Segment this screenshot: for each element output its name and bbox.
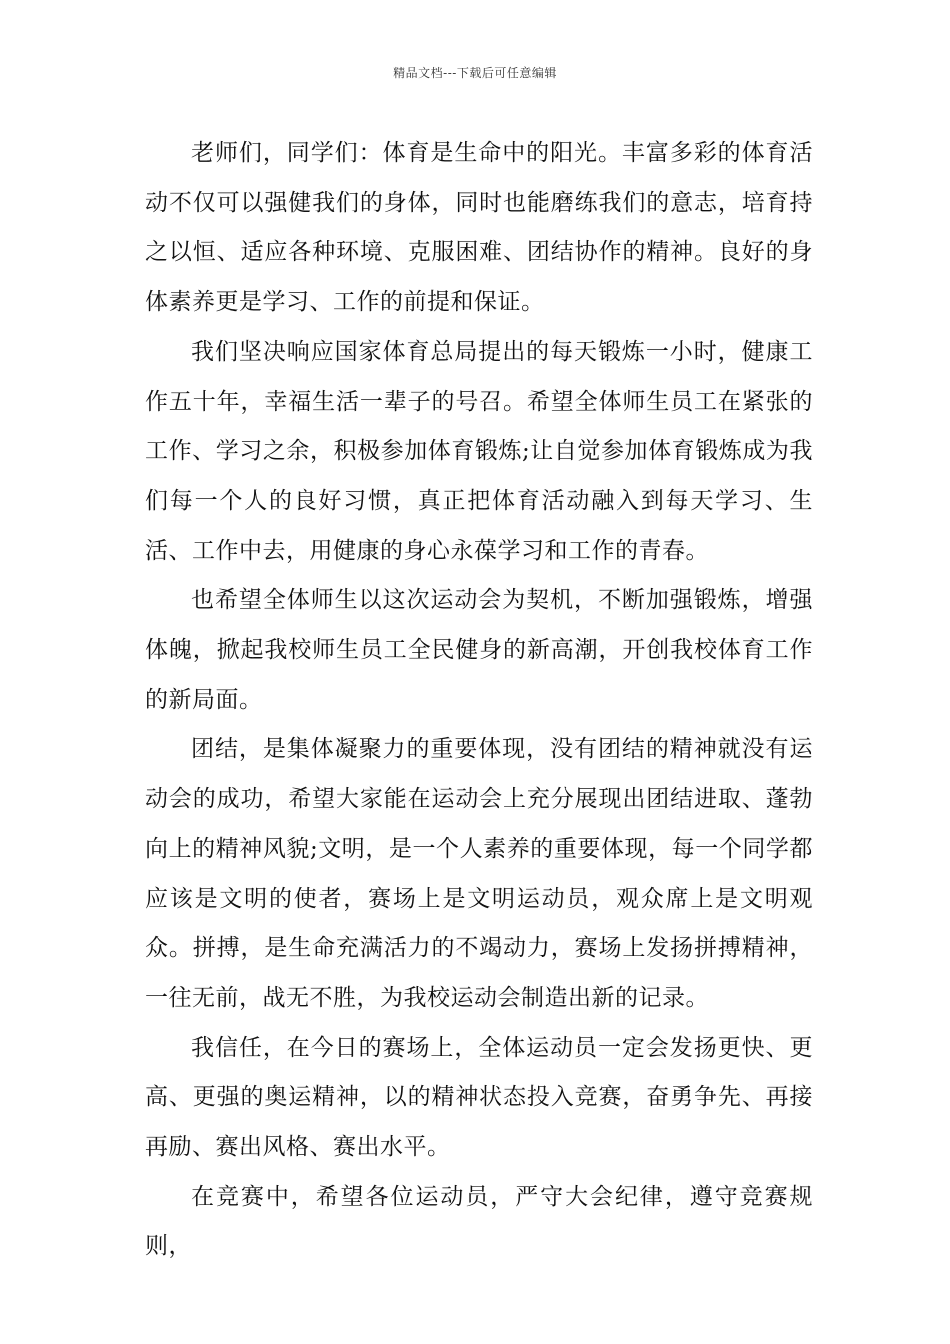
paragraph-1: 老师们，同学们：体育是生命中的阳光。丰富多彩的体育活动不仅可以强健我们的身体，同时也能磨练我们的意志，培育持之以恒、适应各种环境、克服困难、团结协作的精神。良好的身体素养更是学习、工作的前提和保证。: [145, 140, 813, 316]
paragraph-4: 团结，是集体凝聚力的重要体现，没有团结的精神就没有运动会的成功，希望大家能在运动会上充分展现出团结进取、蓬勃向上的精神风貌;文明，是一个人素养的重要体现，每一个同学都应该是文明的使者，赛场上是文明运动员，观众席上是文明观众。拼搏，是生命充满活力的不竭动力，赛场上发扬拼搏精神，一往无前，战无不胜，为我校运动会制造出新的记录。: [145, 736, 813, 1011]
paragraph-6: 在竞赛中，希望各位运动员，严守大会纪律，遵守竞赛规则，: [145, 1183, 813, 1260]
paragraph-3: 也希望全体师生以这次运动会为契机，不断加强锻炼，增强体魄，掀起我校师生员工全民健身的新高潮，开创我校体育工作的新局面。: [145, 587, 813, 713]
document-body: [145, 129, 813, 1272]
paragraph-2: 我们坚决响应国家体育总局提出的每天锻炼一小时，健康工作五十年，幸福生活一辈子的号召。希望全体师生员工在紧张的工作、学习之余，积极参加体育锻炼;让自觉参加体育锻炼成为我们每一个人的良好习惯，真正把体育活动融入到每天学习、生活、工作中去，用健康的身心永葆学习和工作的青春。: [145, 338, 813, 564]
page-header-note: 精品文档---下载后可任意编辑: [393, 66, 557, 80]
paragraph-5: 我信任，在今日的赛场上，全体运动员一定会发扬更快、更高、更强的奥运精神，以的精神状态投入竞赛，奋勇争先、再接再励、赛出风格、赛出水平。: [145, 1034, 813, 1161]
